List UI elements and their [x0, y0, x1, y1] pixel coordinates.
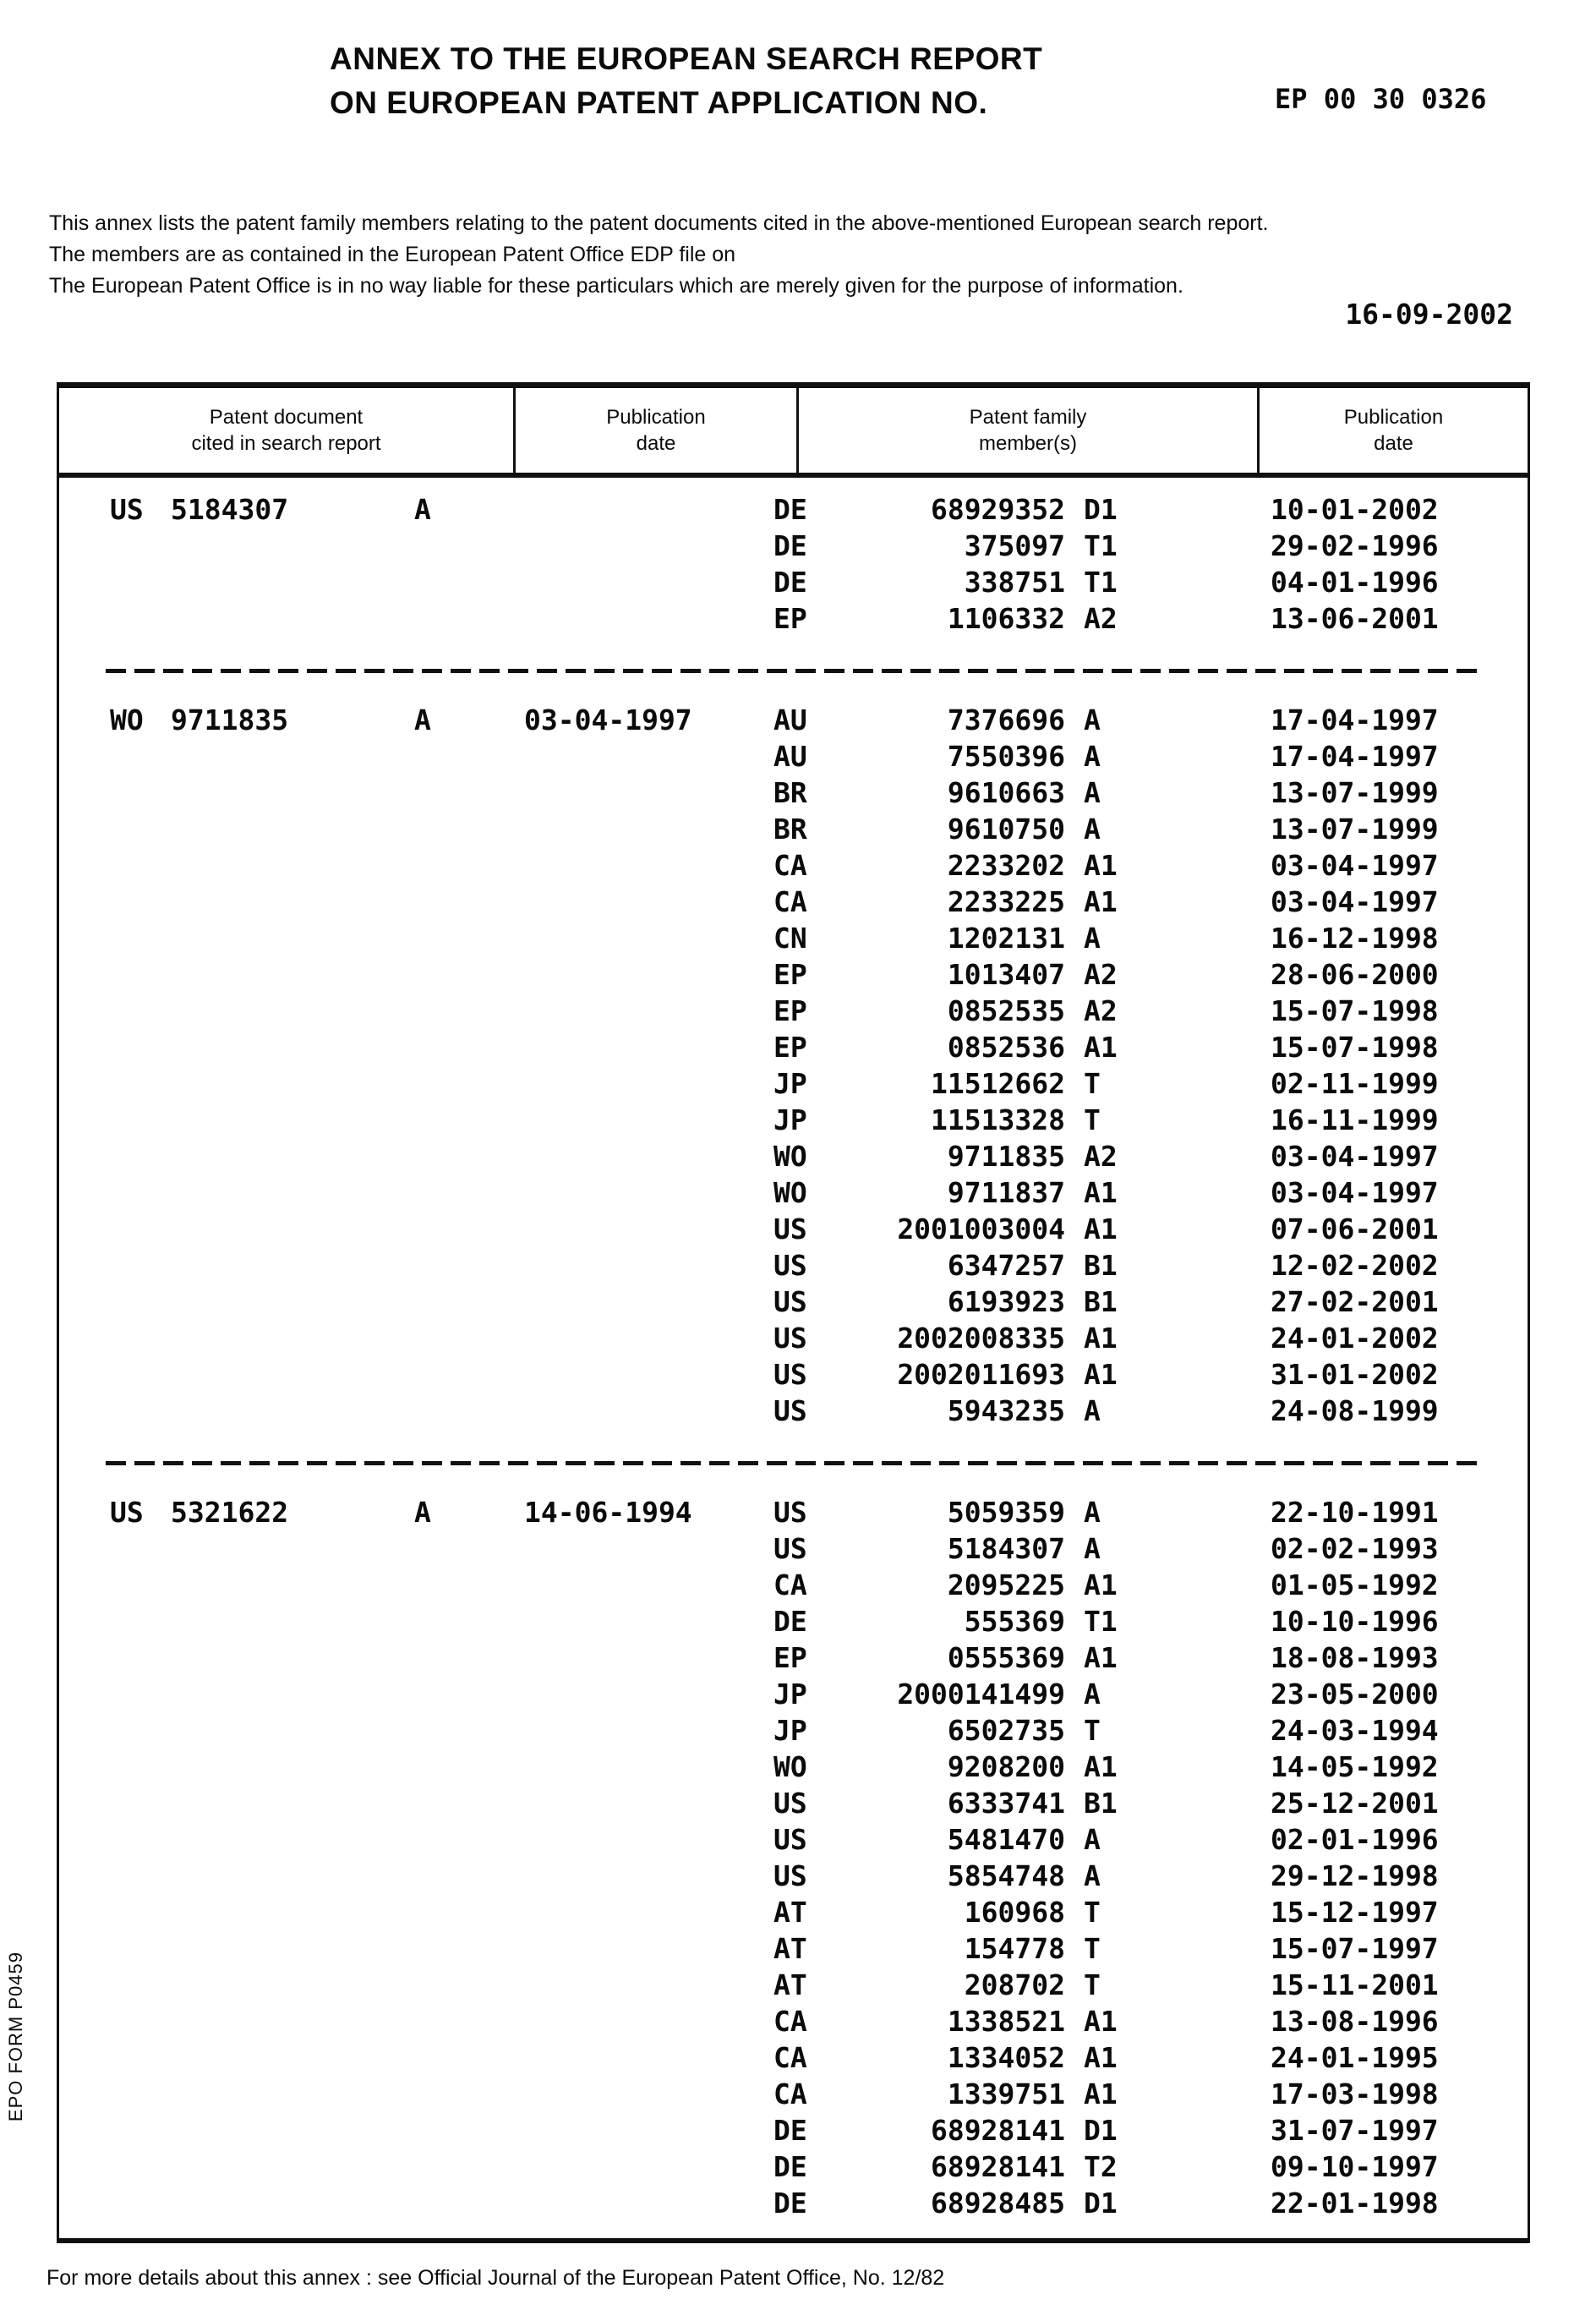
family-country-code: AU [773, 703, 807, 736]
family-country-code: US [773, 1322, 807, 1355]
family-doc-number: 1339751 [947, 2077, 1065, 2110]
table-row [59, 1930, 1528, 1967]
family-publication-date: 13-06-2001 [1271, 602, 1439, 635]
family-publication-date: 01-05-1992 [1271, 1568, 1439, 1601]
family-kind-code: A [1084, 776, 1101, 809]
family-publication-date: 24-01-1995 [1271, 2041, 1439, 2074]
family-publication-date: 03-04-1997 [1271, 1140, 1439, 1173]
table-row [59, 1639, 1528, 1676]
family-kind-code: A [1084, 1496, 1101, 1529]
family-country-code: CA [773, 2077, 807, 2110]
family-doc-number: 5059359 [947, 1496, 1065, 1529]
family-kind-code: B1 [1084, 1787, 1118, 1820]
family-country-code: AT [773, 1932, 807, 1965]
family-doc-number: 9610663 [947, 776, 1065, 809]
table-row [59, 2039, 1528, 2076]
table-row [59, 1603, 1528, 1639]
intro-line-3: The European Patent Office is in no way liable for these particulars which are merely given for the purpose of information. [49, 274, 1183, 298]
family-country-code: DE [773, 493, 807, 526]
family-publication-date: 25-12-2001 [1271, 1787, 1439, 1820]
family-kind-code: A [1084, 813, 1101, 846]
family-doc-number: 11513328 [931, 1103, 1065, 1136]
family-doc-number: 5854748 [947, 1859, 1065, 1892]
family-doc-number: 9711835 [947, 1140, 1065, 1173]
family-kind-code: D1 [1084, 493, 1118, 526]
family-doc-number: 5481470 [947, 1823, 1065, 1856]
table-row [59, 1284, 1528, 1320]
family-publication-date: 13-07-1999 [1271, 813, 1439, 846]
table-row [59, 1211, 1528, 1247]
family-publication-date: 07-06-2001 [1271, 1213, 1439, 1245]
family-doc-number: 6193923 [947, 1285, 1065, 1318]
family-kind-code: A2 [1084, 602, 1118, 635]
family-doc-number: 1334052 [947, 2041, 1065, 2074]
table-row [59, 1749, 1528, 1785]
family-kind-code: D1 [1084, 2114, 1118, 2147]
family-publication-date: 10-01-2002 [1271, 493, 1439, 526]
family-publication-date: 29-12-1998 [1271, 1859, 1439, 1892]
intro-paragraph [49, 208, 1268, 302]
family-publication-date: 17-04-1997 [1271, 740, 1439, 773]
table-row [59, 811, 1528, 847]
table-row [59, 491, 1528, 528]
family-doc-number: 1106332 [947, 602, 1065, 635]
family-publication-date: 15-07-1997 [1271, 1932, 1439, 1965]
title-line-1: ANNEX TO THE EUROPEAN SEARCH REPORT [330, 41, 1043, 76]
family-kind-code: A1 [1084, 1641, 1118, 1674]
family-publication-date: 15-12-1997 [1271, 1896, 1439, 1929]
family-publication-date: 13-08-1996 [1271, 2005, 1439, 2038]
family-country-code: JP [773, 1067, 807, 1100]
family-kind-code: T1 [1084, 529, 1118, 562]
family-country-code: DE [773, 2150, 807, 2183]
cited-country-code: US [110, 493, 144, 526]
family-kind-code: A2 [1084, 958, 1118, 991]
family-kind-code: A [1084, 1678, 1101, 1711]
family-kind-code: T [1084, 1067, 1101, 1100]
family-country-code: US [773, 1787, 807, 1820]
patent-family-group [59, 491, 1528, 637]
family-publication-date: 02-01-1996 [1271, 1823, 1439, 1856]
family-publication-date: 14-05-1992 [1271, 1750, 1439, 1783]
family-kind-code: A1 [1084, 1568, 1118, 1601]
cited-country-code: US [110, 1496, 144, 1529]
intro-line-2: The members are as contained in the European Patent Office EDP file on [49, 243, 736, 266]
family-doc-number: 0852536 [947, 1031, 1065, 1064]
family-kind-code: A [1084, 740, 1101, 773]
family-country-code: CA [773, 2041, 807, 2074]
family-doc-number: 0852535 [947, 994, 1065, 1027]
family-doc-number: 6502735 [947, 1714, 1065, 1747]
family-publication-date: 13-07-1999 [1271, 776, 1439, 809]
table-row [59, 600, 1528, 637]
family-publication-date: 27-02-2001 [1271, 1285, 1439, 1318]
family-doc-number: 2002011693 [897, 1358, 1065, 1391]
family-country-code: JP [773, 1103, 807, 1136]
family-country-code: US [773, 1532, 807, 1565]
family-country-code: US [773, 1249, 807, 1282]
family-doc-number: 160968 [964, 1896, 1065, 1929]
cited-kind-code: A [414, 703, 431, 736]
table-row [59, 1494, 1528, 1530]
family-doc-number: 338751 [964, 566, 1065, 599]
table-row [59, 847, 1528, 884]
family-doc-number: 2002008335 [897, 1322, 1065, 1355]
family-kind-code: A1 [1084, 1322, 1118, 1355]
family-country-code: WO [773, 1140, 807, 1173]
header-cell-line: Publication [606, 406, 706, 429]
table-row [59, 738, 1528, 775]
family-doc-number: 68928141 [931, 2114, 1065, 2147]
family-publication-date: 02-02-1993 [1271, 1532, 1439, 1565]
table-row [59, 1138, 1528, 1174]
table-row [59, 1530, 1528, 1567]
family-publication-date: 22-01-1998 [1271, 2187, 1439, 2220]
family-publication-date: 29-02-1996 [1271, 529, 1439, 562]
family-doc-number: 2000141499 [897, 1678, 1065, 1711]
header-cell-line: Publication [1343, 406, 1444, 429]
family-publication-date: 15-11-2001 [1271, 1968, 1439, 2001]
patent-family-group [59, 1494, 1528, 2221]
family-publication-date: 09-10-1997 [1271, 2150, 1439, 2183]
family-publication-date: 31-07-1997 [1271, 2114, 1439, 2147]
family-doc-number: 555369 [964, 1605, 1065, 1638]
family-doc-number: 5943235 [947, 1394, 1065, 1427]
family-doc-number: 2233202 [947, 849, 1065, 882]
header-cell-line: date [636, 432, 676, 455]
table-row [59, 1393, 1528, 1429]
family-doc-number: 68928485 [931, 2187, 1065, 2220]
family-country-code: JP [773, 1678, 807, 1711]
table-row [59, 1821, 1528, 1858]
family-publication-date: 17-03-1998 [1271, 2077, 1439, 2110]
table-row [59, 2076, 1528, 2112]
family-publication-date: 22-10-1991 [1271, 1496, 1439, 1529]
family-country-code: DE [773, 1605, 807, 1638]
family-doc-number: 6347257 [947, 1249, 1065, 1282]
family-country-code: DE [773, 2187, 807, 2220]
family-doc-number: 2095225 [947, 1568, 1065, 1601]
table-row [59, 1065, 1528, 1102]
footer-note: For more details about this annex : see Official Journal of the European Patent Office, No. 12/82 [46, 2266, 945, 2290]
table-row [59, 528, 1528, 564]
table-row [59, 2149, 1528, 2185]
family-kind-code: T [1084, 1103, 1101, 1136]
family-publication-date: 18-08-1993 [1271, 1641, 1439, 1674]
family-kind-code: T1 [1084, 1605, 1118, 1638]
group-separator [106, 669, 1477, 673]
cited-publication-date: 14-06-1994 [524, 1496, 692, 1529]
family-publication-date: 03-04-1997 [1271, 885, 1439, 918]
family-publication-date: 24-03-1994 [1271, 1714, 1439, 1747]
title-line-2: ON EUROPEAN PATENT APPLICATION NO. [330, 85, 988, 120]
table-row [59, 1029, 1528, 1065]
patent-family-table [57, 382, 1530, 2243]
family-country-code: BR [773, 776, 807, 809]
family-publication-date: 15-07-1998 [1271, 1031, 1439, 1064]
family-country-code: US [773, 1823, 807, 1856]
family-kind-code: A1 [1084, 2041, 1118, 2074]
family-publication-date: 17-04-1997 [1271, 703, 1439, 736]
table-row [59, 1102, 1528, 1138]
family-kind-code: A1 [1084, 1176, 1118, 1209]
family-kind-code: D1 [1084, 2187, 1118, 2220]
table-row [59, 2003, 1528, 2039]
table-row [59, 1247, 1528, 1284]
table-row [59, 775, 1528, 811]
table-row [59, 1858, 1528, 1894]
table-row [59, 702, 1528, 738]
table-row [59, 1567, 1528, 1603]
family-kind-code: T1 [1084, 566, 1118, 599]
family-kind-code: A1 [1084, 1358, 1118, 1391]
table-row [59, 1785, 1528, 1821]
cited-country-code: WO [110, 703, 144, 736]
family-country-code: US [773, 1859, 807, 1892]
family-country-code: AT [773, 1896, 807, 1929]
family-kind-code: A [1084, 703, 1101, 736]
table-row [59, 2112, 1528, 2149]
family-doc-number: 68928141 [931, 2150, 1065, 2183]
family-country-code: DE [773, 566, 807, 599]
table-row [59, 1967, 1528, 2003]
family-kind-code: T [1084, 1932, 1101, 1965]
family-kind-code: B1 [1084, 1285, 1118, 1318]
family-doc-number: 11512662 [931, 1067, 1065, 1100]
family-publication-date: 24-08-1999 [1271, 1394, 1439, 1427]
header-cell-line: cited in search report [191, 432, 381, 455]
table-row [59, 956, 1528, 993]
family-kind-code: A [1084, 1823, 1101, 1856]
header-cell-cited-document [59, 388, 516, 473]
family-country-code: DE [773, 2114, 807, 2147]
header-cell-line: Patent family [969, 406, 1087, 429]
family-kind-code: T [1084, 1714, 1101, 1747]
family-publication-date: 03-04-1997 [1271, 1176, 1439, 1209]
family-kind-code: A1 [1084, 849, 1118, 882]
family-kind-code: A1 [1084, 1750, 1118, 1783]
patent-family-group [59, 702, 1528, 1429]
table-header [59, 388, 1528, 478]
cited-kind-code: A [414, 493, 431, 526]
family-country-code: US [773, 1394, 807, 1427]
table-row [59, 1320, 1528, 1356]
family-doc-number: 375097 [964, 529, 1065, 562]
family-doc-number: 7550396 [947, 740, 1065, 773]
family-country-code: WO [773, 1176, 807, 1209]
family-kind-code: A [1084, 1532, 1101, 1565]
family-publication-date: 16-11-1999 [1271, 1103, 1439, 1136]
family-kind-code: A2 [1084, 994, 1118, 1027]
table-row [59, 1894, 1528, 1930]
header-cell-family-members [799, 388, 1260, 473]
family-publication-date: 24-01-2002 [1271, 1322, 1439, 1355]
family-doc-number: 1338521 [947, 2005, 1065, 2038]
family-country-code: EP [773, 1641, 807, 1674]
cited-publication-date: 03-04-1997 [524, 703, 692, 736]
family-doc-number: 2001003004 [897, 1213, 1065, 1245]
family-country-code: CN [773, 922, 807, 955]
family-country-code: EP [773, 602, 807, 635]
family-country-code: CA [773, 885, 807, 918]
header-cell-line: Patent document [209, 406, 363, 429]
family-doc-number: 208702 [964, 1968, 1065, 2001]
family-country-code: CA [773, 2005, 807, 2038]
family-kind-code: A2 [1084, 1140, 1118, 1173]
family-doc-number: 68929352 [931, 493, 1065, 526]
family-publication-date: 15-07-1998 [1271, 994, 1439, 1027]
family-doc-number: 9711837 [947, 1176, 1065, 1209]
family-publication-date: 10-10-1996 [1271, 1605, 1439, 1638]
family-doc-number: 5184307 [947, 1532, 1065, 1565]
family-kind-code: A1 [1084, 2005, 1118, 2038]
intro-line-1: This annex lists the patent family members relating to the patent documents cited in the above-mentioned European search report. [49, 211, 1269, 235]
family-country-code: US [773, 1213, 807, 1245]
application-number: EP 00 30 0326 [1275, 83, 1487, 115]
table-row [59, 1174, 1528, 1211]
family-kind-code: T2 [1084, 2150, 1118, 2183]
table-row [59, 1712, 1528, 1749]
table-row [59, 564, 1528, 600]
table-row [59, 1356, 1528, 1393]
table-row [59, 2185, 1528, 2221]
cited-doc-number: 5321622 [171, 1496, 289, 1529]
family-doc-number: 6333741 [947, 1787, 1065, 1820]
header-cell-line: member(s) [978, 432, 1077, 455]
family-kind-code: B1 [1084, 1249, 1118, 1282]
family-country-code: BR [773, 813, 807, 846]
family-publication-date: 23-05-2000 [1271, 1678, 1439, 1711]
family-doc-number: 1013407 [947, 958, 1065, 991]
header-cell-publication-date [516, 388, 799, 473]
family-kind-code: A [1084, 922, 1101, 955]
family-doc-number: 9610750 [947, 813, 1065, 846]
family-publication-date: 12-02-2002 [1271, 1249, 1439, 1282]
family-country-code: US [773, 1496, 807, 1529]
family-country-code: CA [773, 1568, 807, 1601]
family-country-code: EP [773, 994, 807, 1027]
family-kind-code: A1 [1084, 2077, 1118, 2110]
family-country-code: US [773, 1285, 807, 1318]
family-country-code: AT [773, 1968, 807, 2001]
family-publication-date: 02-11-1999 [1271, 1067, 1439, 1100]
header-cell-line: date [1374, 432, 1413, 455]
family-country-code: EP [773, 958, 807, 991]
family-kind-code: A [1084, 1859, 1101, 1892]
table-row [59, 1676, 1528, 1712]
family-publication-date: 28-06-2000 [1271, 958, 1439, 991]
report-date: 16-09-2002 [1345, 298, 1513, 331]
family-kind-code: T [1084, 1968, 1101, 2001]
family-doc-number: 9208200 [947, 1750, 1065, 1783]
family-kind-code: A1 [1084, 885, 1118, 918]
family-kind-code: A [1084, 1394, 1101, 1427]
family-country-code: AU [773, 740, 807, 773]
family-country-code: WO [773, 1750, 807, 1783]
family-country-code: JP [773, 1714, 807, 1747]
family-country-code: EP [773, 1031, 807, 1064]
family-doc-number: 2233225 [947, 885, 1065, 918]
table-body [59, 478, 1528, 2238]
family-doc-number: 1202131 [947, 922, 1065, 955]
family-country-code: US [773, 1358, 807, 1391]
family-publication-date: 16-12-1998 [1271, 922, 1439, 955]
family-doc-number: 0555369 [947, 1641, 1065, 1674]
family-publication-date: 03-04-1997 [1271, 849, 1439, 882]
family-country-code: DE [773, 529, 807, 562]
family-publication-date: 04-01-1996 [1271, 566, 1439, 599]
family-doc-number: 7376696 [947, 703, 1065, 736]
family-kind-code: T [1084, 1896, 1101, 1929]
family-doc-number: 154778 [964, 1932, 1065, 1965]
table-row [59, 884, 1528, 920]
table-row [59, 920, 1528, 956]
cited-kind-code: A [414, 1496, 431, 1529]
group-separator [106, 1461, 1477, 1465]
family-kind-code: A1 [1084, 1031, 1118, 1064]
family-publication-date: 31-01-2002 [1271, 1358, 1439, 1391]
header-cell-family-publication-date [1260, 388, 1528, 473]
family-country-code: CA [773, 849, 807, 882]
cited-doc-number: 9711835 [171, 703, 289, 736]
table-row [59, 993, 1528, 1029]
document-title [330, 37, 1042, 125]
family-kind-code: A1 [1084, 1213, 1118, 1245]
cited-doc-number: 5184307 [171, 493, 289, 526]
epo-form-code: EPO FORM P0459 [5, 1952, 26, 2122]
